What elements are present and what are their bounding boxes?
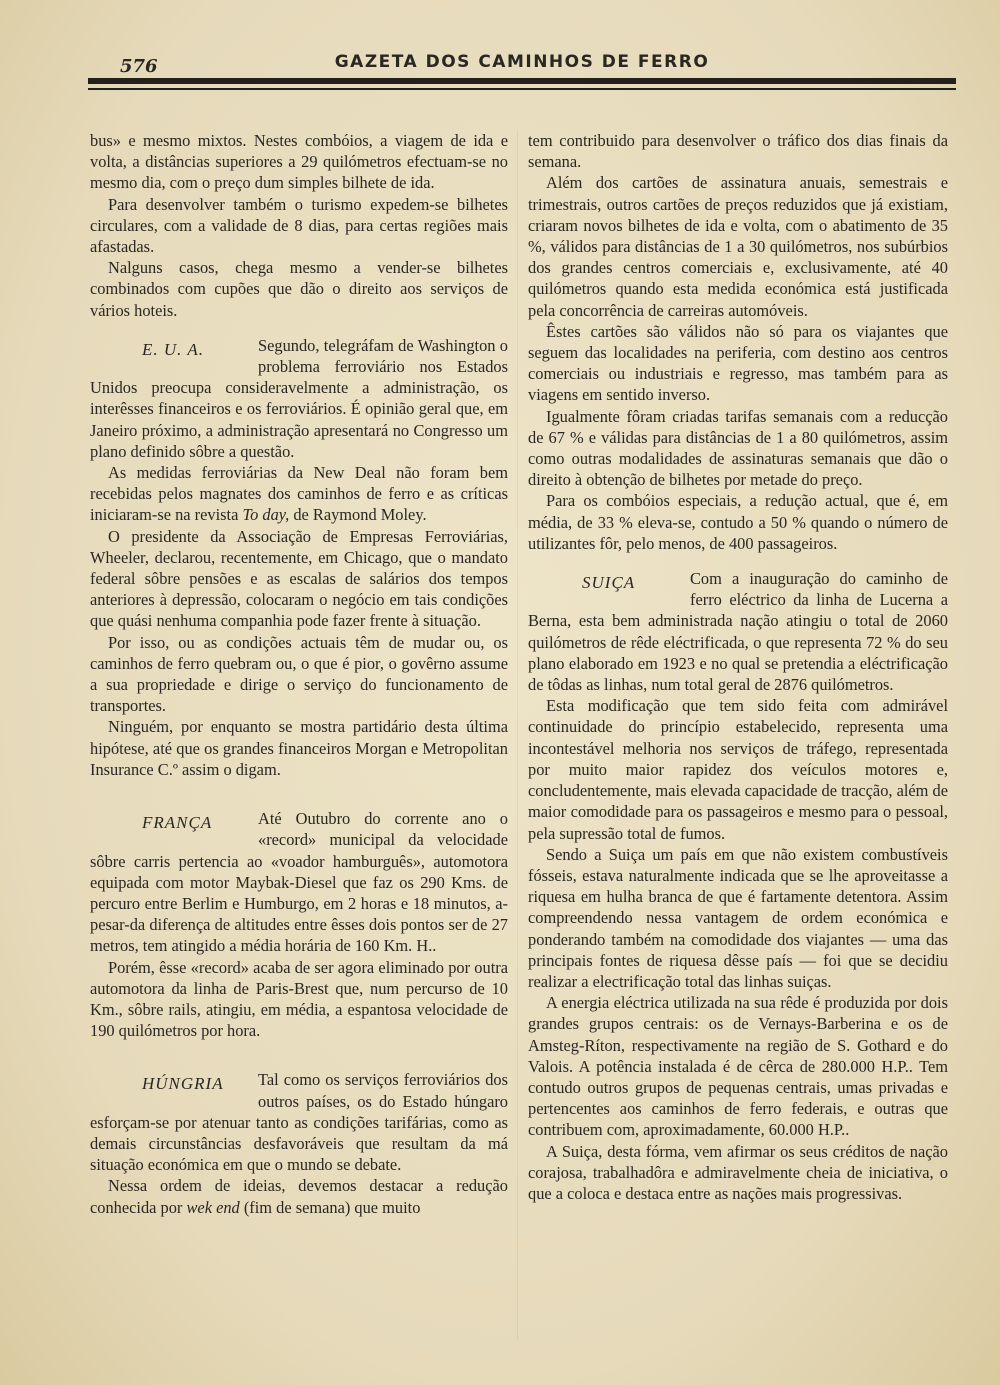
- paragraph: [90, 462, 508, 526]
- paragraph: Ninguém, por enquanto se mostra partidário desta última hipótese, até que os grandes financeiros Morgan e Metropolitan Insurance C.º assim o digam.: [90, 717, 508, 779]
- journal-title: GAZETA DOS CAMINHOS DE FERRO: [334, 52, 710, 72]
- right-column: [528, 130, 948, 1204]
- paragraph: Além dos cartões de assinatura anuais, semestrais e trimestrais, outros cartões de preços reduzidos que já existiam, criaram novos bilhetes de ida e volta, com o abatimento de 35 %, válidos para distâncias de 1 a 30 quilómetros, nos subúrbios dos grandes centros comerciais e, exclusivamente, até 40 quilómetros quando esta medida económica está justificada pela concorrência de carreiras automóveis.: [528, 173, 948, 320]
- spacer: [90, 780, 508, 808]
- paragraph: A energia eléctrica utilizada na sua rêde é produzida por dois grandes grupos centrais: os de Vernays-Barberina e os de Amsteg-Ríton, respectivamente na região de S. Gothard e do Valois. A potência instalada é de cêrca de 280.000 H.P.. Tem contudo outros grupos de pequenas centrais, umas privadas e pertencentes aos caminhos de ferro federais, e outras que contribuem com, aproximadamente, 60.000 H.P..: [528, 993, 948, 1140]
- paragraph: Nalguns casos, chega mesmo a vender-se bilhetes combinados com cupões que dão o direito aos serviços de vários hoteis.: [90, 258, 508, 320]
- paragraph: Êstes cartões são válidos não só para os viajantes que seguem das localidades na periferia, com destino aos centros comerciais ou industriais e regresso, mas também para as viagens em sentido inverso.: [528, 321, 948, 405]
- column-separator: [517, 130, 518, 1340]
- header-rule-thick: [88, 78, 956, 84]
- section-heading-eua: E. U. A.: [142, 339, 204, 359]
- section-eua: [90, 335, 508, 780]
- paragraph: O presidente da Associação de Empresas Ferroviárias, Wheeler, declarou, recentemente, em Chicago, que o mandato federal sôbre pensões e as escalas de salários dos tempos anteriores à depressão, colocaram o negócio em tais condições que quási nenhuma companhia pode fazer frente à situação.: [90, 526, 508, 631]
- paragraph: A Suiça, desta fórma, vem afirmar os seus créditos de nação corajosa, trabalhadôra e admiravelmente cheia de iniciativa, o que a coloca e destaca entre as nações mais progressivas.: [528, 1141, 948, 1203]
- text-run: As medidas ferroviárias da New Deal não foram bem recebidas pelos magnates dos caminhos de ferro e as críticas iniciaram-se na revista: [90, 463, 508, 525]
- paragraph: Sendo a Suiça um país em que não existem combustíveis fósseis, estava naturalmente indicada que se lhe aproveitasse a riquesa em hulha branca de que é fartamente detentora. Assim compreendendo nessa vantagem de ordem económica e ponderando também na comodidade dos viajantes — uma das principais fontes de riquesa dêsse país — foi que se decidiu realizar a electrificação total das linhas suiças.: [528, 844, 948, 991]
- magazine-title: To day,: [242, 505, 290, 525]
- paragraph: Segundo, telegráfam de Washington o problema ferroviário nos Estados Unidos preocupa consideravelmente a administração, os interêsses financeiros e os ferroviários. É opinião geral que, em Janeiro próximo, a administração apresentará no Congresso um plano definido sôbre a questão.: [90, 335, 508, 461]
- page-header: [88, 48, 956, 98]
- paragraph: Esta modificação que tem sido feita com admirável continuidade do princípio estabelecido, representa uma incontestável melhoria nos serviços de tráfego, representada por muito maior rapidez dos veículos motores e, concludentemente, mais elevada capacidade de tracção, além de maior comodidade para os passageiros e mesmo para o pessoal, pela supressão total de fumos.: [528, 696, 949, 843]
- spacer: [90, 1041, 508, 1069]
- paragraph: Igualmente fôram criadas tarifas semanais com a reducção de 67 % e válidas para distâncias de 1 a 80 quilómetros, assim como outras modalidades de assinaturas semanais que dão o direito à obtenção de bilhetes por metade do preço.: [528, 406, 948, 490]
- section-franca: [90, 808, 508, 1041]
- paragraph: Com a inauguração do caminho de ferro eléctrico da linha de Lucerna a Berna, esta bem administrada nação atingiu o total de 2060 quilómetros de rêde eléctrificada, o que representa 72 % do seu plano elaborado em 1923 e no qual se pretendia a eléctrificação de tôdas as linhas, num total geral de 2876 quilómetros.: [528, 569, 948, 695]
- paragraph: Tal como os serviços ferroviários dos outros países, os do Estado húngaro esforçam-se por atenuar tanto as condições tarifárias, como as demais circunstâncias desfavoráveis que resultam da má situação económica em que o mundo se debate.: [90, 1070, 508, 1175]
- text-run: de Raymond Moley.: [289, 505, 427, 525]
- section-suica: [528, 568, 948, 1204]
- section-heading-suica: SUIÇA: [582, 573, 636, 593]
- header-rule-thin: [88, 88, 956, 90]
- paragraph: bus» e mesmo mixtos. Nestes combóios, a viagem de ida e volta, a distâncias superiores a 29 quilómetros efectuam-se no mesmo dia, com o preço dum simples bilhete de ida.: [90, 131, 508, 193]
- paragraph: Até Outubro do corrente ano o «record» municipal da velocidade sôbre carris pertencia ao «voador hamburguês», automotora equipada com motor Maybak-Diesel que faz os 290 Kms. de percuro entre Berlim e Humburgo, em 2 horas e 18 minutos, a-pesar-da diferença de altitudes entre êsses dois pontos ser de 27 metros, tem atingido a média horária de 160 Km. H..: [90, 809, 508, 956]
- paragraph: Para desenvolver também o turismo expedem-se bilhetes circulares, com a validade de 8 dias, para certas regiões mais afastadas.: [90, 194, 508, 257]
- paragraph: [90, 1175, 508, 1217]
- section-heading-hungria: HÚNGRIA: [142, 1074, 224, 1094]
- paragraph: Para os combóios especiais, a redução actual, que é, em média, de 33 % eleva-se, contudo a 50 % quando o número de utilizantes fôr, pelo menos, de 400 passageiros.: [528, 491, 948, 553]
- text-run: Nessa ordem de ideias, devemos destacar a redução conhecida por: [90, 1176, 508, 1217]
- spacer: [90, 321, 508, 335]
- spacer: [528, 554, 948, 568]
- emphasis: wek end: [186, 1197, 240, 1217]
- page-number: 576: [120, 56, 158, 77]
- paragraph: tem contribuido para desenvolver o tráfico dos dias finais da semana.: [528, 131, 948, 172]
- section-hungria: [90, 1069, 508, 1217]
- paragraph: Por isso, ou as condições actuais têm de mudar ou, os caminhos de ferro quebram ou, o que é pior, o govêrno assume a sua propriedade e dirige o serviço do funcionamento de transportes.: [90, 632, 508, 716]
- paragraph: Porém, êsse «record» acaba de ser agora eliminado por outra automotora da linha de Paris-Brest que, num percurso de 10 Km., sôbre rails, atingiu, em média, a espantosa velocidade de 190 quilómetros por hora.: [90, 957, 508, 1041]
- section-heading-franca: FRANÇA: [142, 813, 213, 833]
- text-run: (fim de semana) que muito: [239, 1197, 421, 1217]
- left-column: [90, 130, 508, 1218]
